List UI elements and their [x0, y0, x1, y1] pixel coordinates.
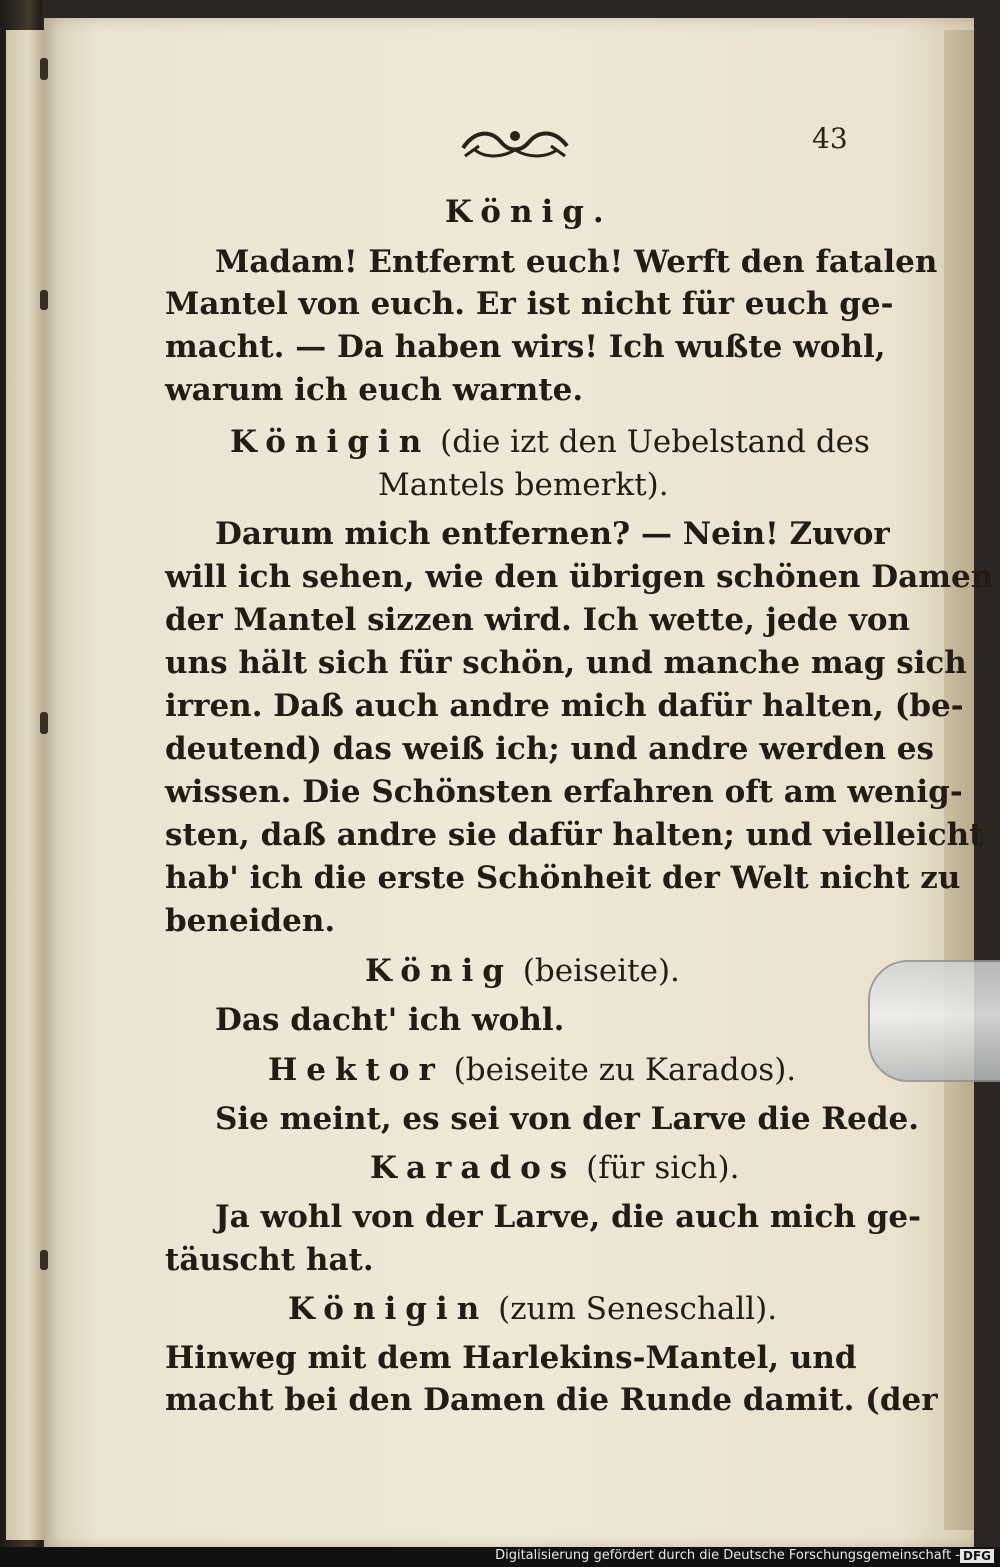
line-text: Hinweg mit dem Harlekins-Mantel, und: [165, 1340, 857, 1376]
stage-direction: Mantels bemerkt).: [378, 467, 669, 503]
speaker-name: Karados: [370, 1150, 577, 1186]
text-line: [165, 686, 964, 726]
stage-direction: (für sich).: [576, 1150, 740, 1186]
speaker-line: [268, 1050, 796, 1090]
speaker-name: König.: [445, 194, 613, 230]
text-line: [165, 729, 934, 769]
stage-direction: (die izt den Uebelstand des: [430, 424, 870, 460]
digitization-credit: Digitalisierung gefördert durch die Deutsche Forschungsgemeinschaft -: [495, 1548, 960, 1563]
line-text: irren. Daß auch andre mich dafür halten, (be-: [165, 688, 964, 724]
text-line: [378, 465, 669, 505]
line-text: uns hält sich für schön, und manche mag sich: [165, 645, 967, 681]
text-line: [165, 370, 583, 410]
left-page-edge: [6, 30, 44, 1540]
line-text: macht bei den Damen die Runde damit. (der: [165, 1382, 938, 1418]
text-line: [165, 858, 960, 898]
speaker-name: Königin: [288, 1291, 489, 1327]
line-text: der Mantel sizzen wird. Ich wette, jede von: [165, 602, 911, 638]
speaker-line: [370, 1148, 739, 1188]
line-text: Mantel von euch. Er ist nicht für euch ge-: [165, 286, 894, 322]
speaker-name: Königin: [230, 424, 431, 460]
text-line: [165, 901, 335, 941]
line-text: Ja wohl von der Larve, die auch mich ge-: [215, 1199, 921, 1235]
text-line: [215, 1000, 564, 1040]
line-text: Madam! Entfernt euch! Werft den fatalen: [215, 244, 938, 280]
stage-direction: (zum Seneschall).: [488, 1291, 778, 1327]
ornament-flourish-icon: [455, 120, 575, 164]
text-line: [165, 1240, 374, 1280]
text-line: [165, 557, 993, 597]
line-text: beneiden.: [165, 903, 336, 939]
line-text: macht. — Da haben wirs! Ich wußte wohl,: [165, 329, 886, 365]
line-text: Das dacht' ich wohl.: [215, 1002, 565, 1038]
line-text: deutend) das weiß ich; und andre werden es: [165, 731, 934, 767]
text-line: [165, 600, 910, 640]
line-text: täuscht hat.: [165, 1242, 374, 1278]
text-line: [215, 1197, 921, 1237]
speaker-line: [445, 192, 613, 232]
line-text: will ich sehen, wie den übrigen schönen Damen: [165, 559, 994, 595]
text-line: [165, 643, 967, 683]
speaker-line: [230, 422, 870, 462]
text-line: [165, 815, 983, 855]
text-line: [165, 284, 894, 324]
text-line: [215, 514, 890, 554]
speaker-name: Hektor: [268, 1052, 444, 1088]
line-text: hab' ich die erste Schönheit der Welt nicht zu: [165, 860, 961, 896]
stage-direction: (beiseite zu Karados).: [443, 1052, 797, 1088]
text-line: [215, 1099, 919, 1139]
speaker-name: König: [365, 953, 513, 989]
binding-thread: [40, 712, 48, 734]
line-text: sten, daß andre sie dafür halten; und vielleicht: [165, 817, 984, 853]
text-line: [215, 242, 937, 282]
line-text: warum ich euch warnte.: [165, 372, 584, 408]
speaker-line: [365, 951, 680, 991]
line-text: Sie meint, es sei von der Larve die Rede.: [215, 1101, 920, 1137]
line-text: Darum mich entfernen? — Nein! Zuvor: [215, 516, 890, 552]
page-number: 43: [812, 122, 848, 155]
text-line: [165, 772, 963, 812]
text-line: [165, 327, 886, 367]
line-text: wissen. Die Schönsten erfahren oft am wenig-: [165, 774, 963, 810]
binding-thread: [40, 58, 48, 80]
binding-thread: [40, 290, 48, 310]
text-line: [165, 1338, 857, 1378]
scanner-thumb-holder: [868, 960, 1000, 1082]
binding-thread: [40, 1250, 48, 1270]
dfg-logo: DFG: [960, 1549, 994, 1563]
speaker-line: [288, 1289, 777, 1329]
text-line: [165, 1380, 938, 1420]
stage-direction: (beiseite).: [512, 953, 680, 989]
